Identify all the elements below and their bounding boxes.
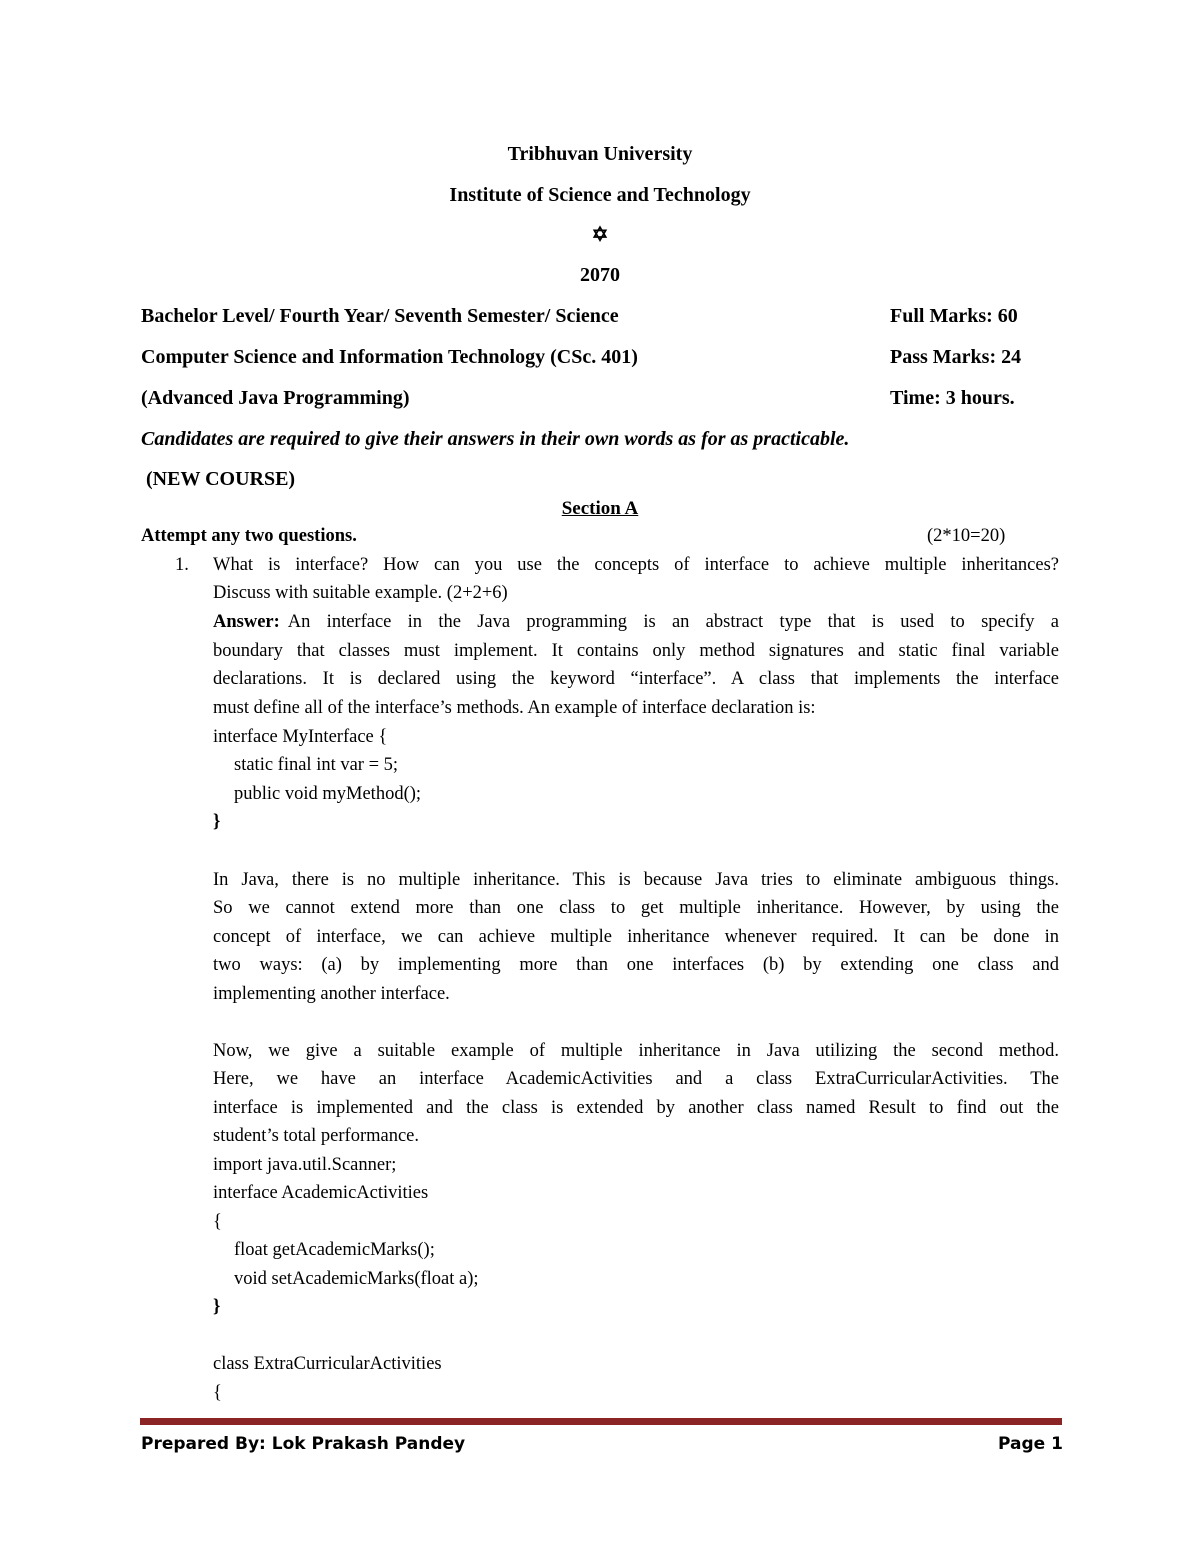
emblem-icon: ✡ bbox=[591, 224, 609, 246]
institute-name: Institute of Science and Technology bbox=[449, 184, 751, 206]
code-line: } bbox=[213, 812, 221, 832]
answer-text-line: student’s total performance. bbox=[213, 1126, 420, 1146]
answer-text-line: interface is implemented and the class is extended by another class named Result to find out the bbox=[213, 1098, 1059, 1118]
footer-prepared-by: Prepared By: Lok Prakash Pandey bbox=[141, 1434, 466, 1454]
footer-rule bbox=[140, 1418, 1062, 1425]
answer-text-line: Now, we give a suitable example of multiple inheritance in Java utilizing the second method. bbox=[213, 1041, 1059, 1061]
answer-text-line: Here, we have an interface AcademicActivities and a class ExtraCurricularActivities. The bbox=[213, 1069, 1059, 1089]
candidate-instruction: Candidates are required to give their answers in their own words as for as practicable. bbox=[141, 428, 850, 450]
section-instruction: Attempt any two questions. bbox=[141, 526, 357, 546]
section-marks: (2*10=20) bbox=[927, 526, 1006, 546]
course-line: Computer Science and Information Technology (CSc. 401) bbox=[141, 346, 638, 368]
code-line: { bbox=[213, 1212, 222, 1232]
answer-text-line: boundary that classes must implement. It contains only method signatures and static final variable bbox=[213, 641, 1059, 661]
level-line: Bachelor Level/ Fourth Year/ Seventh Semester/ Science bbox=[141, 305, 619, 327]
answer-text-line: concept of interface, we can achieve multiple inheritance whenever required. It can be done in bbox=[213, 927, 1059, 947]
question-text-line: What is interface? How can you use the concepts of interface to achieve multiple inheritances? bbox=[213, 555, 1059, 575]
question-number: 1. bbox=[175, 555, 189, 575]
footer-page-number: Page 1 bbox=[998, 1434, 1063, 1454]
question-text-line: Discuss with suitable example. (2+2+6) bbox=[213, 583, 508, 603]
university-name: Tribhuvan University bbox=[507, 143, 693, 165]
section-title: Section A bbox=[561, 498, 639, 519]
answer-first-line bbox=[213, 612, 1059, 633]
answer-text-line: declarations. It is declared using the keyword “interface”. A class that implements the interface bbox=[213, 669, 1059, 689]
code-line: class ExtraCurricularActivities bbox=[213, 1354, 442, 1374]
answer-text-line: So we cannot extend more than one class to get multiple inheritance. However, by using the bbox=[213, 898, 1059, 918]
answer-text-line: implementing another interface. bbox=[213, 984, 450, 1004]
answer-text-line: In Java, there is no multiple inheritance. This is because Java tries to eliminate ambiguous things. bbox=[213, 870, 1059, 890]
course-type: (NEW COURSE) bbox=[146, 468, 296, 490]
exam-time: Time: 3 hours. bbox=[890, 387, 1015, 409]
exam-year: 2070 bbox=[580, 264, 620, 286]
code-line: { bbox=[213, 1383, 222, 1403]
subject-line: (Advanced Java Programming) bbox=[141, 387, 410, 409]
code-line: public void myMethod(); bbox=[234, 784, 422, 804]
answer-label: Answer: bbox=[213, 612, 280, 632]
code-line: void setAcademicMarks(float a); bbox=[234, 1269, 479, 1289]
code-line: interface AcademicActivities bbox=[213, 1183, 429, 1203]
answer-text-line: must define all of the interface’s methods. An example of interface declaration is: bbox=[213, 698, 816, 718]
pass-marks: Pass Marks: 24 bbox=[890, 346, 1022, 368]
full-marks: Full Marks: 60 bbox=[890, 305, 1018, 327]
code-line: static final int var = 5; bbox=[234, 755, 399, 775]
code-line: import java.util.Scanner; bbox=[213, 1155, 397, 1175]
code-line: } bbox=[213, 1297, 221, 1317]
code-line: interface MyInterface { bbox=[213, 727, 388, 747]
answer-text-line: An interface in the Java programming is an abstract type that is used to specify a bbox=[287, 612, 1059, 632]
answer-text-line: two ways: (a) by implementing more than one interfaces (b) by extending one class and bbox=[213, 955, 1059, 975]
code-line: float getAcademicMarks(); bbox=[234, 1240, 435, 1260]
